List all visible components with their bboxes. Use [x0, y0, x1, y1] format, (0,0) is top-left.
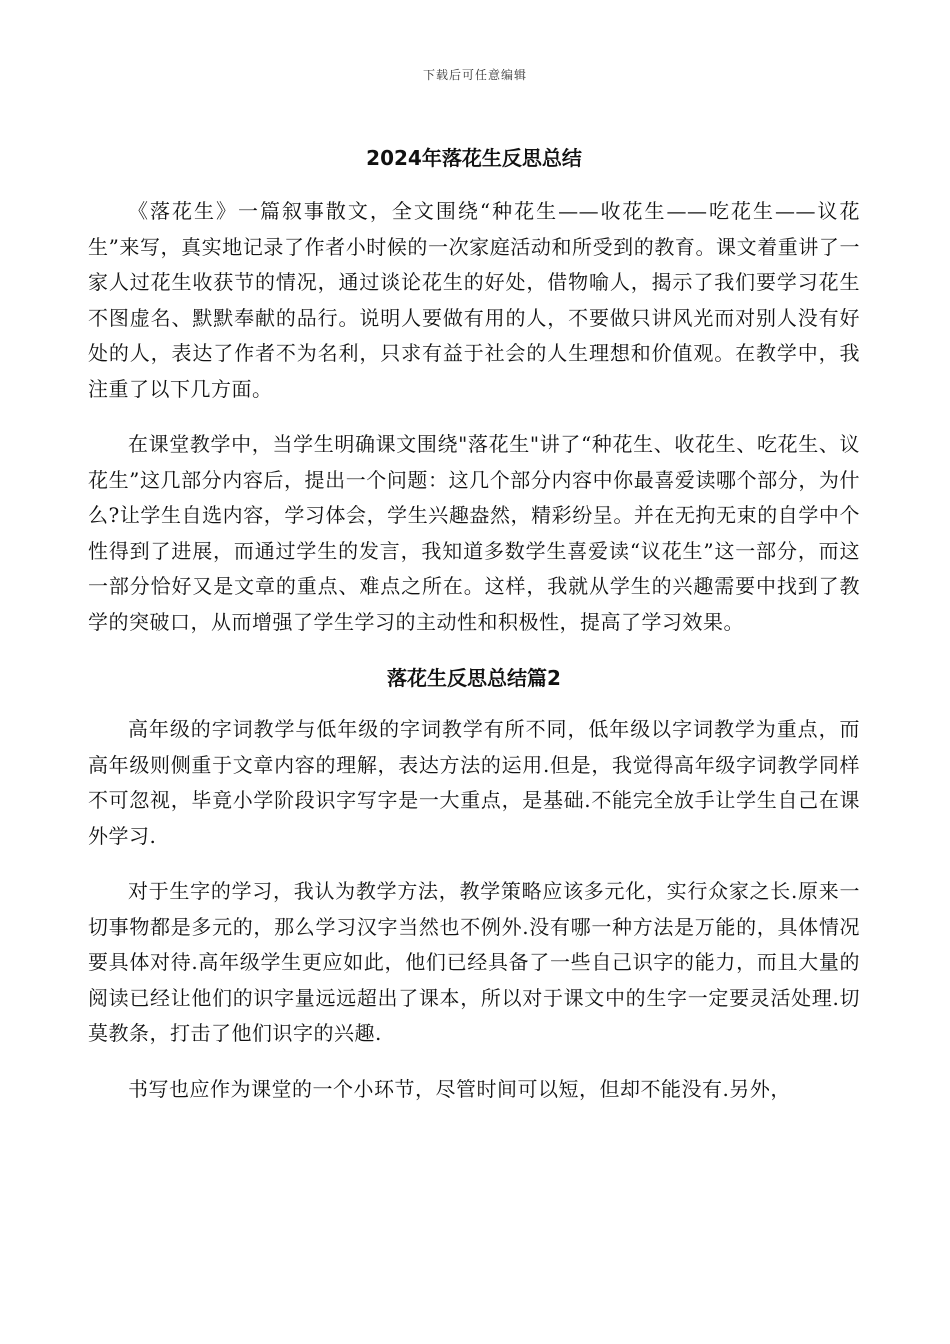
paragraph: 书写也应作为课堂的一个小环节，尽管时间可以短，但却不能没有.另外， [128, 1076, 791, 1101]
paragraph: 《落花生》一篇叙事散文，全文围绕“种花生——收花生——吃花生——议花生”来写，真实地记录了作者小时候的一次家庭活动和所受到的教育。课文着重讲了一家人过花生收获节的情况，通过谈论花生的好处，借物喻人，揭示了我们要学习花生不图虚名、默默奉献的品行。说明人要做有用的人，不要做只讲风光而对别人没有好处的人，表达了作者不为名利，只求有益于社会的人生理想和价值观。在教学中，我注重了以下几方面。 [88, 199, 860, 401]
document-body [88, 140, 860, 1127]
paragraph: 高年级的字词教学与低年级的字词教学有所不同，低年级以字词教学为重点，而高年级则侧重于文章内容的理解，表达方法的运用.但是，我觉得高年级字词教学同样不可忽视，毕竟小学阶段识字写字是一大重点，是基础.不能完全放手让学生自己在课外学习. [88, 717, 860, 848]
paragraph: 在课堂教学中，当学生明确课文围绕"落花生"讲了“种花生、收花生、吃花生、议花生”这几部分内容后，提出一个问题：这几个部分内容中你最喜爱读哪个部分，为什么?让学生自选内容，学习体会，学生兴趣盎然，精彩纷呈。并在无拘无束的自学中个性得到了进展，而通过学生的发言，我知道多数学生喜爱读“议花生”这一部分，而这一部分恰好又是文章的重点、难点之所在。这样，我就从学生的兴趣需要中找到了教学的突破口，从而增强了学生学习的主动性和积极性，提高了学习效果。 [88, 432, 860, 634]
section-title: 落花生反思总结篇2 [387, 666, 561, 690]
document-title: 2024年落花生反思总结 [366, 146, 582, 170]
page-header-note: 下载后可任意编辑 [422, 68, 527, 82]
paragraph: 对于生字的学习，我认为教学方法，教学策略应该多元化，实行众家之长.原来一切事物都是多元的，那么学习汉字当然也不例外.没有哪一种方法是万能的，具体情况要具体对待.高年级学生更应如此，他们已经具备了一些自己识字的能力，而且大量的阅读已经让他们的识字量远远超出了课本，所以对于课文中的生字一定要灵活处理.切莫教条，打击了他们识字的兴趣. [88, 879, 860, 1045]
